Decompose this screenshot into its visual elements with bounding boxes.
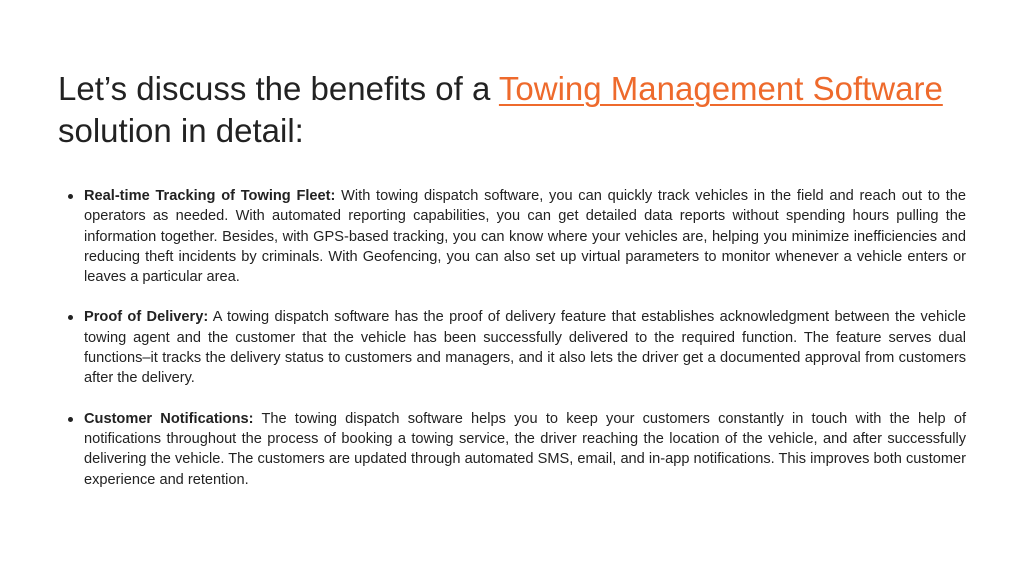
bullet-dot-icon — [68, 315, 73, 320]
bullet-body: With towing dispatch software, you can quickly track vehicles in the field and reach out to the operators as needed. With automated reporting capabilities, you can get detailed data reports without spending hours pulling the information together. Besides, with GPS-based tracking, you can know where your vehicles are, helping you minimize inefficiencies and reducing theft incidents by criminals. With Geofencing, you can also set up virtual parameters to monitor whenever a vehicle enters or leaves a particular area. — [84, 188, 966, 286]
bullet-heading: Customer Notifications: — [84, 410, 254, 427]
bullet-heading: Real-time Tracking of Towing Fleet: — [84, 188, 336, 204]
bullet-body: The towing dispatch software helps you to keep your customers constantly in touch with the help of notifications throughout the process of booking a towing service, the driver reaching the location of the vehicle, and after successfully delivering the vehicle. The customers are updated through automated SMS, email, and in-app notifications. This improves both customer experience and retention. — [84, 410, 967, 488]
towing-management-software-link[interactable]: Towing Management Software — [498, 70, 943, 107]
page-title — [58, 68, 958, 152]
list-item — [62, 307, 966, 388]
bullet-body: A towing dispatch software has the proof of delivery feature that establishes acknowledgment between the vehicle towing agent and the customer that the vehicle has been successfully delivered to the required function. The feature serves dual functions–it tracks the delivery status to customers and managers, and it also lets the driver get a documented approval from customers after the delivery. — [84, 309, 966, 387]
title-prefix: Let’s discuss the benefits of a — [58, 70, 499, 107]
list-item — [62, 409, 966, 490]
bullet-dot-icon — [68, 417, 73, 422]
bullet-dot-icon — [68, 194, 73, 199]
title-suffix: solution in detail: — [58, 112, 304, 149]
benefits-list — [62, 186, 966, 510]
bullet-heading: Proof of Delivery: — [84, 309, 209, 326]
list-item — [62, 186, 966, 287]
